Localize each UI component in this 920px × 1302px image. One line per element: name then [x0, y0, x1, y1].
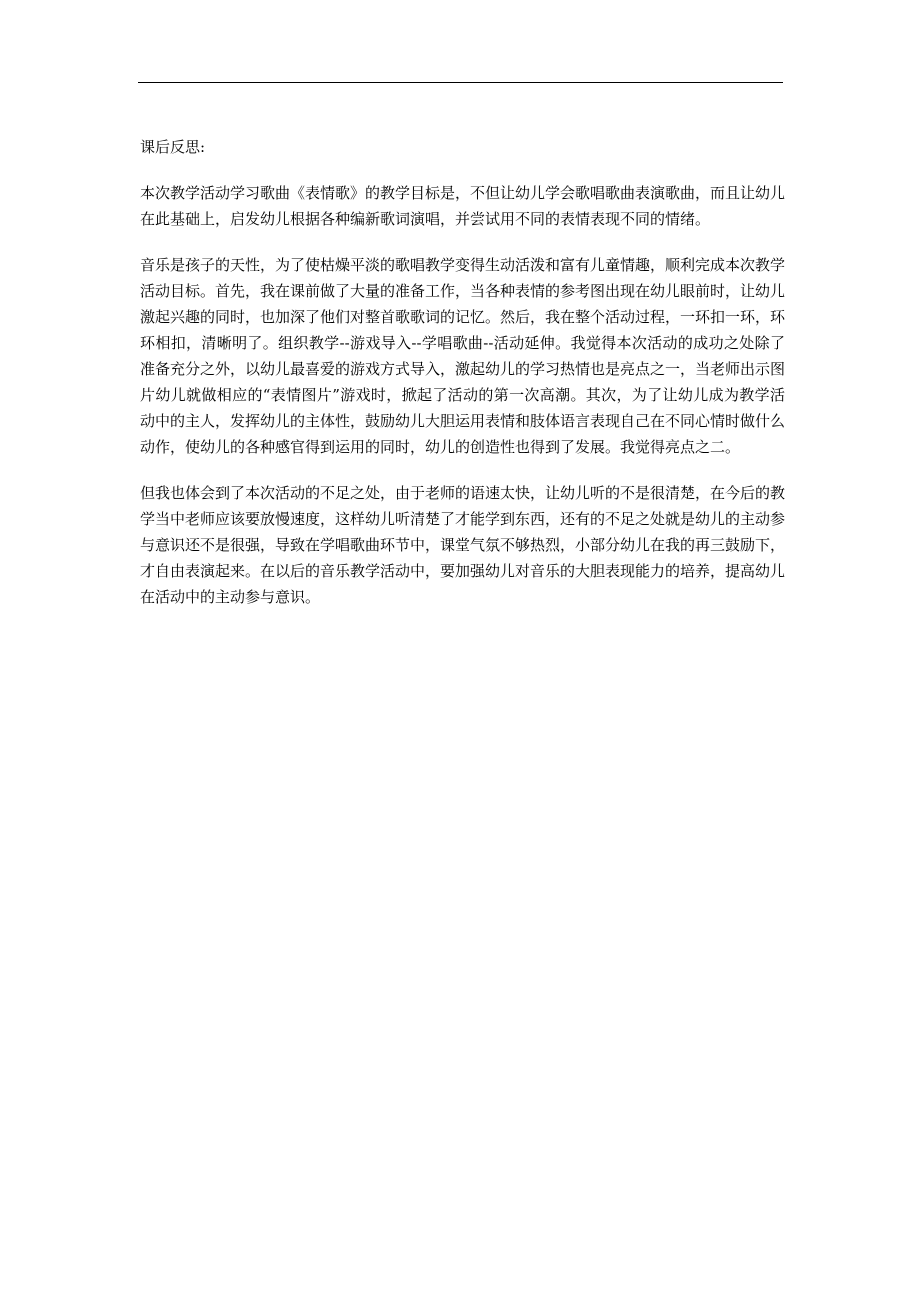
header-rule [138, 82, 783, 83]
section-heading: 课后反思: [140, 138, 206, 156]
paragraph-highlights: 音乐是孩子的天性，为了使枯燥平淡的歌唱教学变得生动活泼和富有儿童情趣，顺利完成本次教学活动目标。首先，我在课前做了大量的准备工作，当各种表情的参考图出现在幼儿眼前时，让幼儿激起兴趣的同时，也加深了他们对整首歌歌词的记忆。然后，我在整个活动过程，一环扣一环，环环相扣，清晰明了。组织教学--游戏导入--学唱歌曲--活动延伸。我觉得本次活动的成功之处除了准备充分之外，以幼儿最喜爱的游戏方式导入，激起幼儿的学习热情也是亮点之一，当老师出示图片幼儿就做相应的“表情图片”游戏时，掀起了活动的第一次高潮。其次，为了让幼儿成为教学活动中的主人，发挥幼儿的主体性，鼓励幼儿大胆运用表情和肢体语言表现自己在不同心情时做什么动作，使幼儿的各种感官得到运用的同时，幼儿的创造性也得到了发展。我觉得亮点之二。 [140, 256, 786, 456]
paragraph-shortcomings: 但我也体会到了本次活动的不足之处，由于老师的语速太快，让幼儿听的不是很清楚，在今后的教学当中老师应该要放慢速度，这样幼儿听清楚了才能学到东西，还有的不足之处就是幼儿的主动参与意识还不是很强，导致在学唱歌曲环节中，课堂气氛不够热烈，小部分幼儿在我的再三鼓励下，才自由表演起来。在以后的音乐教学活动中，要加强幼儿对音乐的大胆表现能力的培养，提高幼儿在活动中的主动参与意识。 [140, 484, 786, 606]
paragraph-objectives: 本次教学活动学习歌曲《表情歌》的教学目标是，不但让幼儿学会歌唱歌曲表演歌曲，而且让幼儿在此基础上，启发幼儿根据各种编新歌词演唱，并尝试用不同的表情表现不同的情绪。 [140, 184, 786, 228]
document-body [140, 134, 785, 610]
